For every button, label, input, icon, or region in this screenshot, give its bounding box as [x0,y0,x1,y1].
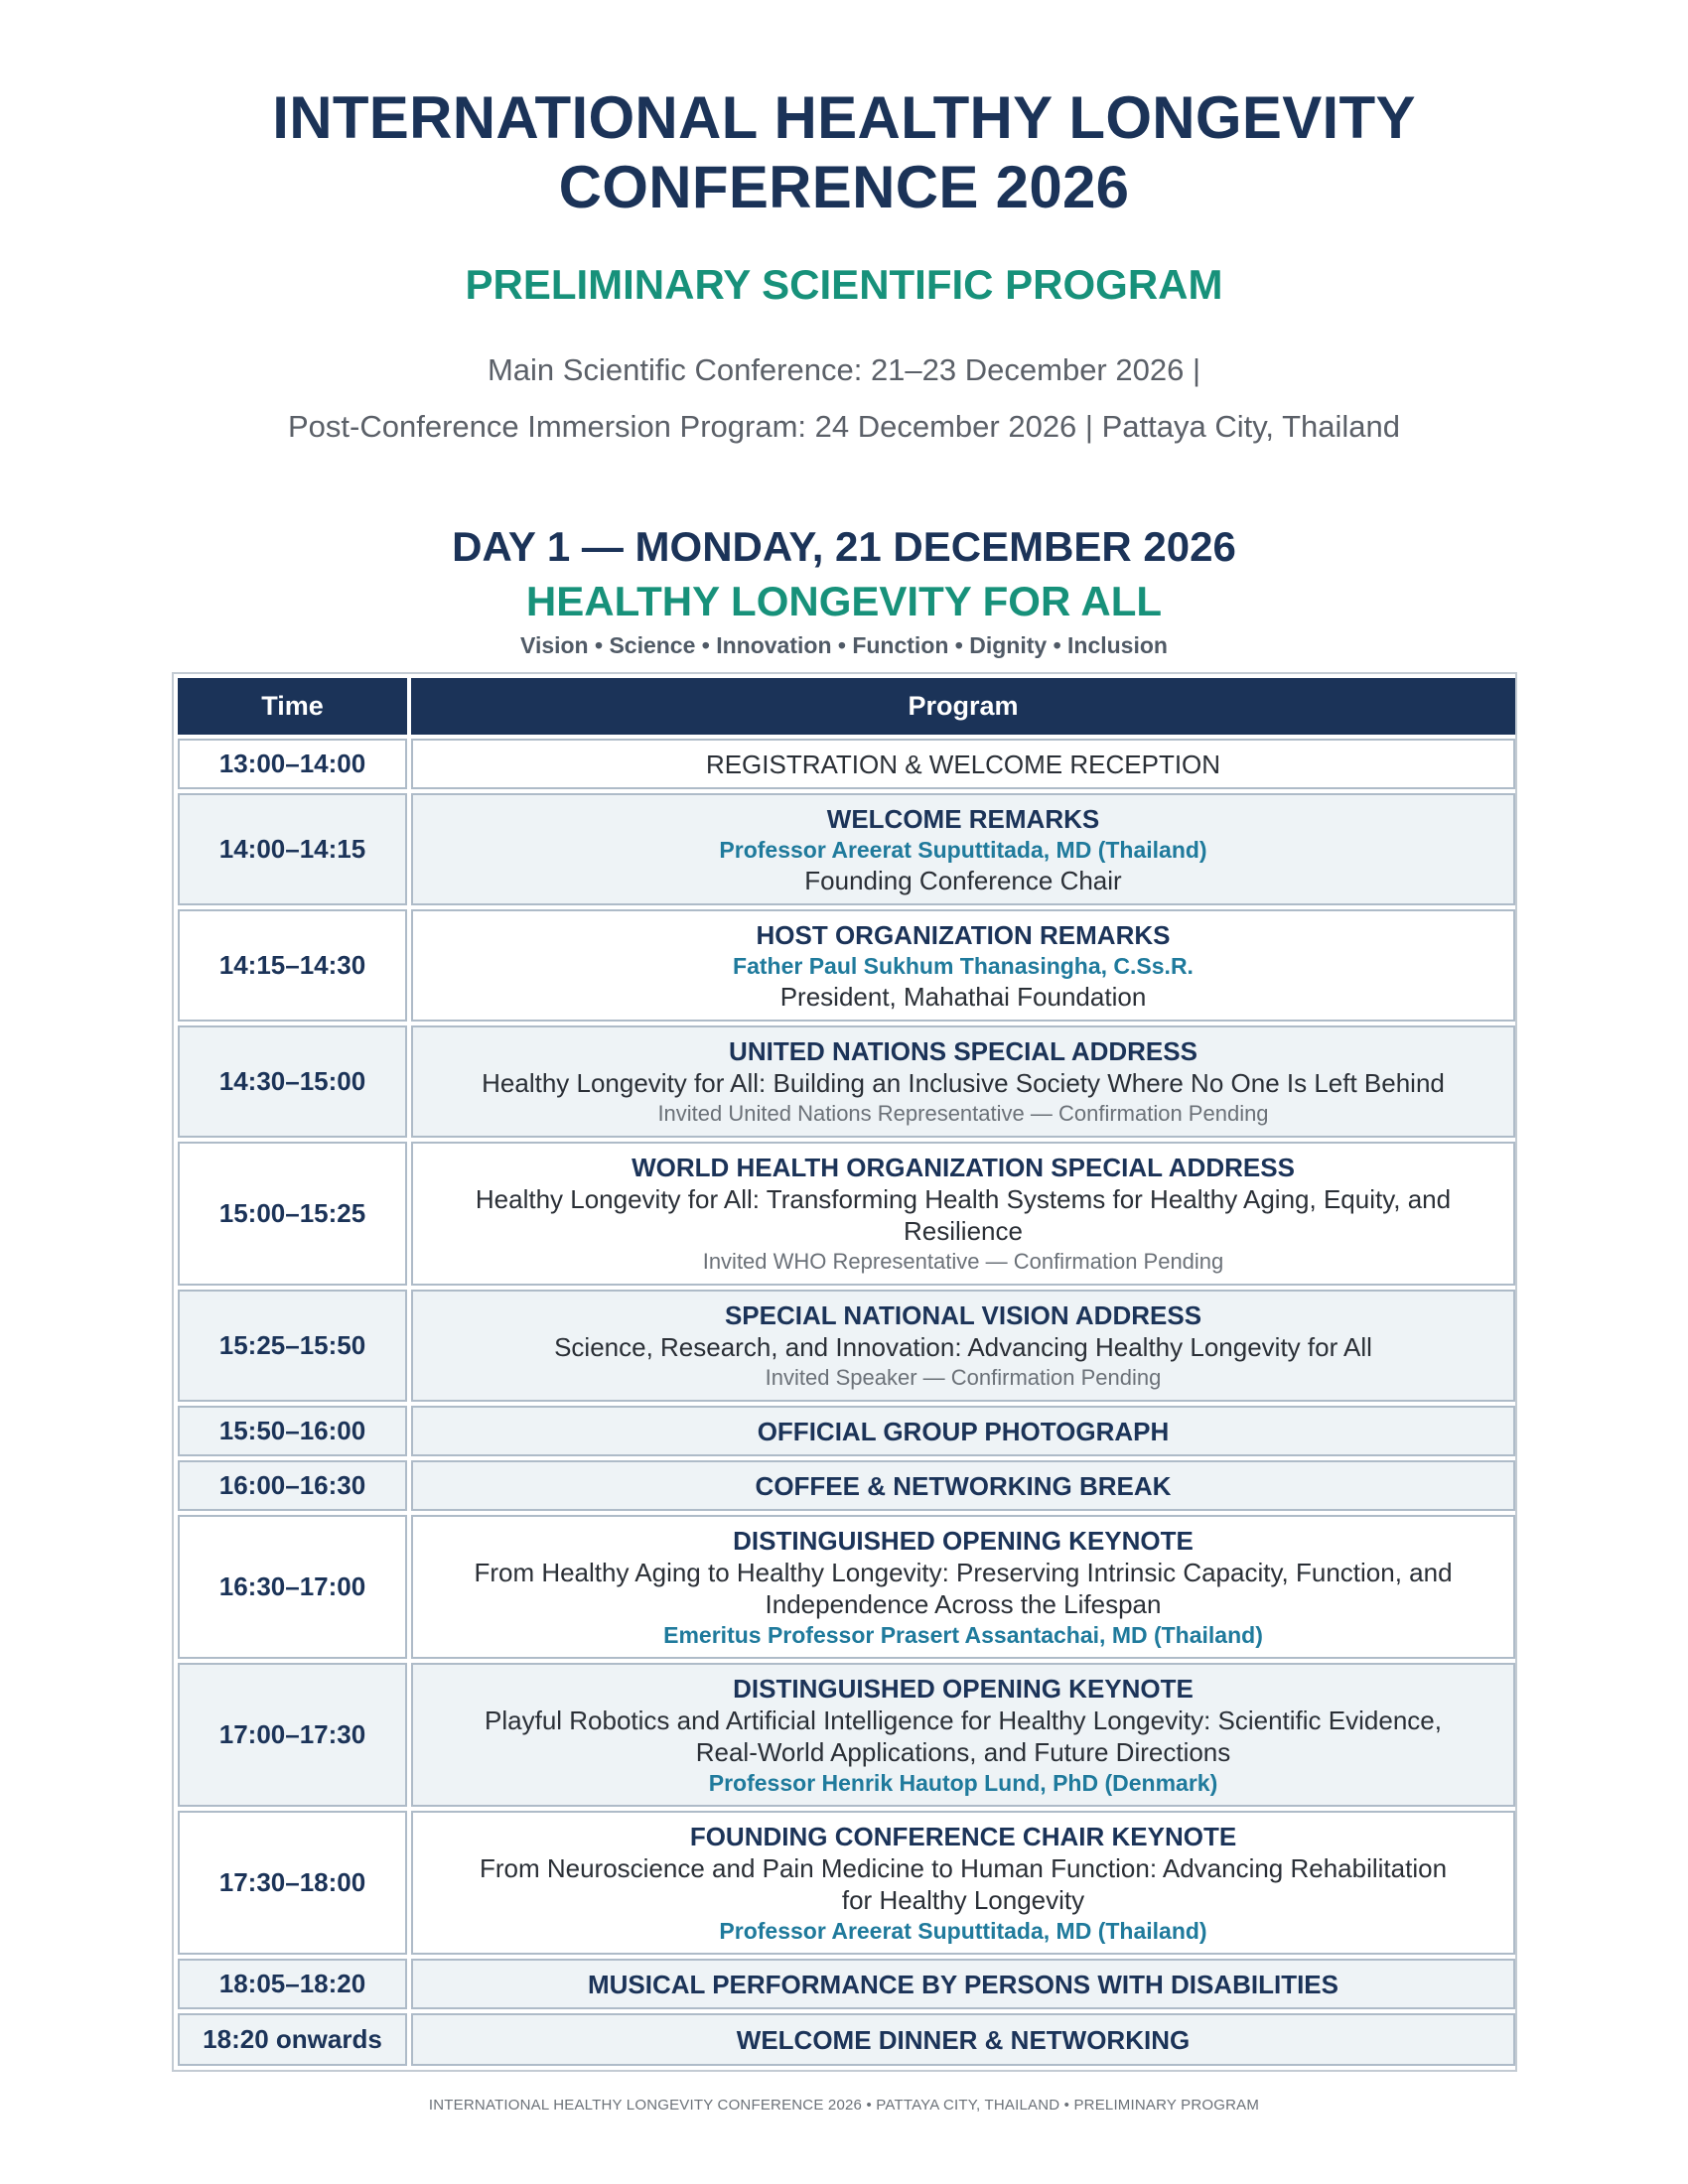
session-title: UNITED NATIONS SPECIAL ADDRESS [729,1035,1197,1066]
time-label: 17:30–18:00 [218,1867,366,1897]
invited-note: Invited Speaker — Confirmation Pending [765,1364,1162,1390]
session-title: COFFEE & NETWORKING BREAK [755,1470,1172,1501]
time-label: 16:00–16:30 [218,1470,366,1500]
conference-dates-line: Main Scientific Conference: 21–23 December 2026 | [487,352,1200,387]
table-row-program [411,739,1515,789]
header-time [178,678,407,735]
table-row-time [178,2013,407,2066]
session-title: DISTINGUISHED OPENING KEYNOTE [733,1673,1194,1704]
time-label: 18:20 onwards [203,2024,382,2054]
invited-note: Invited United Nations Representative — Confirmation Pending [657,1100,1269,1126]
conference-title-line2: CONFERENCE 2026 [558,154,1130,220]
session-description: Real-World Applications, and Future Directions [695,1736,1231,1767]
program-label: REGISTRATION & WELCOME RECEPTION [705,749,1221,779]
table-row-time [178,1811,407,1955]
session-description: Independence Across the Lifespan [765,1588,1162,1619]
time-label: 14:00–14:15 [218,834,366,864]
table-row-time [178,1290,407,1402]
session-description: Science, Research, and Innovation: Advancing Healthy Longevity for All [554,1331,1372,1362]
time-label: 13:00–14:00 [218,749,366,778]
table-row-program [411,1811,1515,1955]
table-row-program [411,1142,1515,1286]
speaker-role: President, Mahathai Foundation [779,981,1147,1012]
session-description: for Healthy Longevity [841,1884,1085,1915]
time-label: 17:00–17:30 [218,1719,366,1749]
time-label: 15:00–15:25 [218,1198,366,1228]
header-program [411,678,1515,735]
table-row-time [178,1663,407,1807]
session-title: FOUNDING CONFERENCE CHAIR KEYNOTE [689,1821,1237,1851]
table-row-program [411,1959,1515,2009]
session-title: HOST ORGANIZATION REMARKS [756,919,1171,950]
conference-title [0,83,1688,222]
session-title: WORLD HEALTH ORGANIZATION SPECIAL ADDRESS [632,1152,1295,1182]
session-description: From Healthy Aging to Healthy Longevity: Preserving Intrinsic Capacity, Function, and [474,1557,1453,1587]
conference-title-line1: INTERNATIONAL HEALTHY LONGEVITY [272,84,1416,151]
table-row-program [411,2013,1515,2066]
table-row-program [411,1025,1515,1138]
time-label: 15:25–15:50 [218,1330,366,1360]
session-title: OFFICIAL GROUP PHOTOGRAPH [757,1416,1170,1446]
schedule-table [172,672,1517,2072]
day-theme: HEALTHY LONGEVITY FOR ALL [525,578,1163,624]
invited-note: Invited WHO Representative — Confirmation Pending [702,1248,1224,1274]
table-row-time [178,1460,407,1511]
time-label: 18:05–18:20 [218,1969,366,1998]
table-row-time [178,1515,407,1659]
table-row-time [178,1406,407,1456]
table-row-program [411,1515,1515,1659]
table-row-program [411,1460,1515,1511]
session-title: WELCOME REMARKS [826,803,1100,834]
table-row-time [178,1025,407,1138]
session-description: Healthy Longevity for All: Building an Inclusive Society Where No One Is Left Behind [482,1067,1445,1098]
session-description: Resilience [904,1215,1023,1246]
table-row-program [411,793,1515,905]
table-row-program [411,1663,1515,1807]
header-program-label: Program [908,691,1019,721]
day-title: DAY 1 — MONDAY, 21 DECEMBER 2026 [452,523,1236,570]
speaker-role: Founding Conference Chair [804,865,1122,895]
session-description: Healthy Longevity for All: Transforming Health Systems for Healthy Aging, Equity, and [475,1183,1452,1214]
table-row-time [178,739,407,789]
speaker-name: Emeritus Professor Prasert Assantachai, MD (Thailand) [663,1621,1263,1648]
session-description: Playful Robotics and Artificial Intelligence for Healthy Longevity: Scientific Evidence, [485,1705,1442,1735]
header-time-label: Time [261,691,324,721]
page-footer: INTERNATIONAL HEALTHY LONGEVITY CONFERENCE 2026 • PATTAYA CITY, THAILAND • PRELIMINARY PROGRAM [428,2097,1260,2114]
speaker-name: Professor Areerat Suputtitada, MD (Thailand) [719,1917,1207,1944]
session-title: WELCOME DINNER & NETWORKING [736,2024,1191,2055]
session-description: From Neuroscience and Pain Medicine to Human Function: Advancing Rehabilitation [479,1852,1448,1883]
speaker-name: Professor Areerat Suputtitada, MD (Thailand) [719,836,1207,863]
speaker-name: Professor Henrik Hautop Lund, PhD (Denmark) [708,1769,1218,1796]
table-row-time [178,793,407,905]
table-row-program [411,1290,1515,1402]
day-tagline: Vision • Science • Innovation • Function • Dignity • Inclusion [520,632,1168,658]
session-title: SPECIAL NATIONAL VISION ADDRESS [724,1299,1202,1330]
time-label: 14:30–15:00 [218,1066,366,1096]
time-label: 15:50–16:00 [218,1416,366,1445]
speaker-name: Father Paul Sukhum Thanasingha, C.Ss.R. [733,952,1194,979]
table-row-program [411,909,1515,1022]
session-title: MUSICAL PERFORMANCE BY PERSONS WITH DISABILITIES [588,1969,1338,1999]
post-conference-line: Post-Conference Immersion Program: 24 December 2026 | Pattaya City, Thailand [288,409,1400,444]
time-label: 14:15–14:30 [218,950,366,980]
table-row-time [178,1959,407,2009]
table-row-time [178,1142,407,1286]
session-title: DISTINGUISHED OPENING KEYNOTE [733,1525,1194,1556]
table-row-time [178,909,407,1022]
time-label: 16:30–17:00 [218,1571,366,1601]
table-row-program [411,1406,1515,1456]
program-subtitle: PRELIMINARY SCIENTIFIC PROGRAM [465,261,1223,308]
